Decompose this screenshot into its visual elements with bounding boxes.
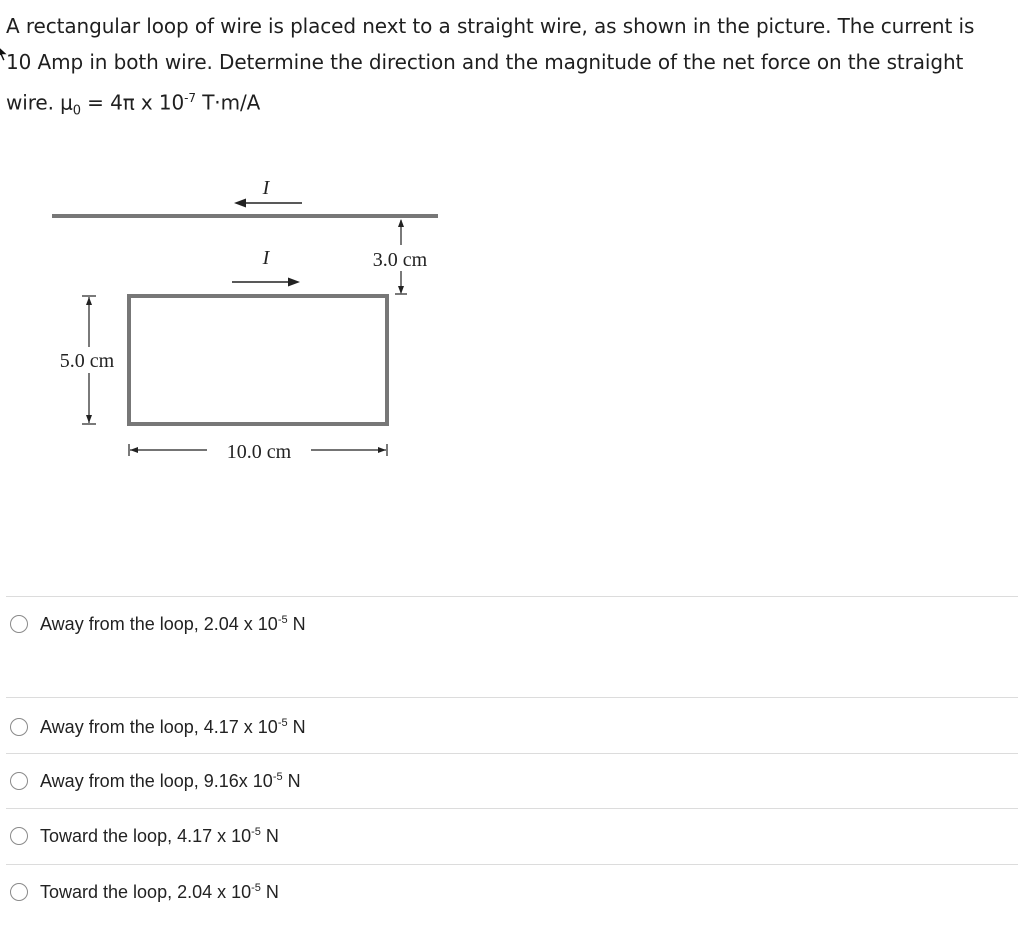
answer-option-5-label: Toward the loop, 2.04 x 10 — [40, 881, 252, 902]
answer-option-2-exponent: -5 — [277, 716, 288, 729]
radio-button[interactable] — [10, 772, 28, 790]
answer-option-2-label: Away from the loop, 4.17 x 10 — [40, 716, 278, 737]
answer-option-5-text — [40, 882, 279, 903]
answer-option-3-text — [40, 771, 301, 792]
option-divider — [6, 808, 1018, 809]
current-label-wire: I — [262, 177, 270, 199]
answer-option-2[interactable] — [10, 712, 306, 742]
answer-option-4-text — [40, 826, 279, 847]
question-text — [6, 8, 1011, 130]
answer-option-3-unit: N — [282, 770, 301, 791]
answer-option-4-exponent: -5 — [251, 825, 261, 838]
radio-button[interactable] — [10, 718, 28, 736]
option-divider — [6, 596, 1018, 597]
answer-option-2-text — [40, 717, 306, 738]
mu-subscript: 0 — [72, 103, 81, 119]
current-arrow-right-icon — [232, 278, 300, 287]
mu-exponent: -7 — [184, 91, 196, 105]
answer-option-5-unit: N — [260, 881, 279, 902]
answer-option-1[interactable] — [10, 609, 306, 639]
gap-label: 3.0 cm — [372, 249, 428, 271]
wire-loop-figure — [0, 150, 460, 480]
question-line-2-text: 10 Amp in both wire. Determine the direction and the magnitude of the net force on the straight — [6, 50, 964, 74]
answer-option-5[interactable] — [10, 877, 279, 907]
answer-option-4[interactable] — [10, 821, 279, 851]
answer-option-4-label: Toward the loop, 4.17 x 10 — [40, 825, 252, 846]
option-divider — [6, 753, 1018, 754]
question-line-3-prefix: wire. μ — [6, 90, 73, 115]
question-line-1: A rectangular loop of wire is placed next to a straight wire, as shown in the picture. The current is — [6, 14, 975, 38]
option-divider — [6, 697, 1018, 698]
question-line-3-mid: = 4π x 10 — [80, 90, 185, 115]
answer-option-5-exponent: -5 — [251, 881, 261, 894]
radio-button[interactable] — [10, 827, 28, 845]
height-label: 5.0 cm — [59, 350, 115, 372]
current-arrow-left-icon — [234, 199, 302, 208]
radio-button[interactable] — [10, 883, 28, 901]
answer-option-1-text — [40, 614, 306, 635]
answer-option-2-unit: N — [287, 716, 306, 737]
answer-option-3-label: Away from the loop, 9.16x 10 — [40, 770, 273, 791]
rectangular-loop — [129, 296, 387, 424]
answer-option-3-exponent: -5 — [272, 770, 283, 783]
answer-option-1-label: Away from the loop, 2.04 x 10 — [40, 613, 278, 634]
answer-option-4-unit: N — [260, 825, 279, 846]
width-label: 10.0 cm — [226, 441, 292, 463]
answer-option-3[interactable] — [10, 766, 301, 796]
current-label-loop: I — [262, 247, 270, 269]
question-line-2 — [6, 44, 1011, 80]
option-divider — [6, 864, 1018, 865]
answer-option-1-exponent: -5 — [277, 613, 288, 626]
answer-option-1-unit: N — [287, 613, 306, 634]
question-line-3-suffix: T·m/A — [195, 90, 261, 115]
radio-button[interactable] — [10, 615, 28, 633]
mouse-cursor-icon — [0, 44, 10, 62]
question-line-3 — [6, 80, 1011, 130]
